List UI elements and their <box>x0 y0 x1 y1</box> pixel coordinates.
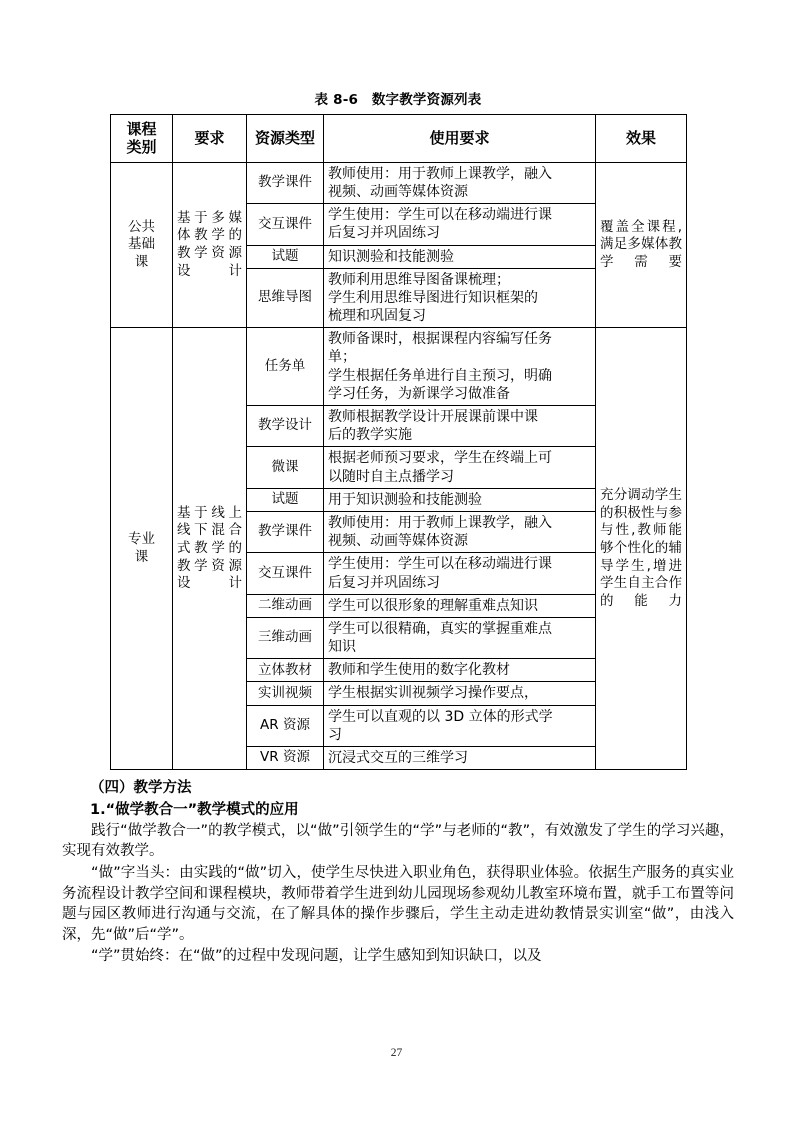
usage-line: 学生使用：学生可以在移动端进行课 <box>328 556 552 573</box>
cell-usage-requirement <box>324 204 596 245</box>
cell-resource-type: 交互课件 <box>247 553 324 594</box>
cell-usage-requirement <box>324 447 596 488</box>
cell-requirement: 基于多媒体教学的教学资源设计 <box>173 162 247 328</box>
cell-course-category <box>111 162 173 328</box>
category-line: 基础 <box>128 236 155 253</box>
cell-usage-requirement <box>324 682 596 705</box>
cell-usage-requirement <box>324 488 596 511</box>
cell-resource-type: AR 资源 <box>247 705 324 746</box>
usage-line: 以随时自主点播学习 <box>328 468 454 485</box>
cell-resource-type: 交互课件 <box>247 204 324 245</box>
usage-line: 教师和学生使用的数字化教材 <box>328 662 510 679</box>
cell-resource-type: VR 资源 <box>247 747 324 770</box>
cell-requirement: 基于线上线下混合式教学的教学资源设计 <box>173 328 247 770</box>
cell-resource-type: 教学课件 <box>247 162 324 203</box>
usage-line: 后复习并巩固练习 <box>328 574 440 591</box>
usage-line: 学生使用：学生可以在移动端进行课 <box>328 207 552 224</box>
page-number: 27 <box>390 1047 403 1059</box>
paragraph-2: “做”字当头：由实践的“做”切入，使学生尽快进入职业角色，获得职业体验。依据生产服务的真实业务流程设计教学空间和课程模块，教师带着学生进到幼儿园现场参观幼儿教室环境布置，就手工布置等问题与园区教师进行沟通与交流，在了解具体的操作步骤后，学生主动走进幼教情景实训室“做”，由浅入深，先“做”后“学”。 <box>62 864 734 943</box>
usage-line: 学生可以很形象的理解重难点知识 <box>328 597 538 614</box>
category-line: 课 <box>134 548 149 565</box>
header-category <box>111 115 173 163</box>
cell-usage-requirement <box>324 747 596 770</box>
cell-resource-type: 实训视频 <box>247 682 324 705</box>
cell-effect: 充分调动学生的积极性与参与性,教师能够个性化的辅导学生,增进学生自主合作的能力 <box>596 328 687 770</box>
cell-usage-requirement <box>324 617 596 658</box>
table-row <box>111 162 687 203</box>
usage-line: 教师备课时，根据课程内容编写任务 <box>328 331 552 348</box>
category-line: 课 <box>134 253 149 270</box>
heading-zuoxuejiao-model: 1.“做学教合一”教学模式的应用 <box>90 801 299 818</box>
cell-usage-requirement <box>324 594 596 617</box>
usage-line: 后复习并巩固练习 <box>328 225 440 242</box>
header-requirement: 要求 <box>173 115 247 163</box>
usage-line: 知识测验和技能测验 <box>328 248 454 265</box>
header-resource-type: 资源类型 <box>247 115 324 163</box>
table-row <box>111 328 687 406</box>
usage-line: 视频、动画等媒体资源 <box>328 533 468 550</box>
page-content <box>62 92 734 967</box>
usage-line: 教师使用：用于教师上课教学，融入 <box>328 165 552 182</box>
cell-resource-type: 二维动画 <box>247 594 324 617</box>
usage-line: 学生可以很精确，真实的掌握重难点 <box>328 620 552 637</box>
cell-usage-requirement <box>324 162 596 203</box>
header-category-line2: 类别 <box>126 138 157 157</box>
cell-usage-requirement <box>324 268 596 328</box>
table-title: 表 8-6 数字教学资源列表 <box>314 92 482 108</box>
cell-effect: 覆盖全课程,满足多媒体教学需要 <box>596 162 687 328</box>
usage-line: 单； <box>328 349 356 366</box>
heading-teaching-method: （四）教学方法 <box>90 780 192 797</box>
usage-line: 教师根据教学设计开展课前课中课 <box>328 409 538 426</box>
cell-resource-type: 任务单 <box>247 328 324 406</box>
usage-line: 学生可以直观的以 3D 立体的形式学 <box>328 708 553 725</box>
paragraph-1: 践行“做学教合一”的教学模式，以“做”引领学生的“学”与老师的“教”，有效激发了学生的学习兴趣，实现有效教学。 <box>62 822 734 860</box>
cell-resource-type: 试题 <box>247 245 324 268</box>
usage-line: 学生根据实训视频学习操作要点， <box>328 685 538 702</box>
cell-resource-type: 立体教材 <box>247 659 324 682</box>
usage-line: 后的教学实施 <box>328 427 412 444</box>
cell-usage-requirement <box>324 553 596 594</box>
usage-line: 知识 <box>328 639 356 656</box>
usage-line: 用于知识测验和技能测验 <box>328 491 482 508</box>
cell-resource-type: 思维导图 <box>247 268 324 328</box>
cell-resource-type: 三维动画 <box>247 617 324 658</box>
cell-usage-requirement <box>324 511 596 552</box>
digital-teaching-resource-table <box>110 114 687 770</box>
cell-usage-requirement <box>324 328 596 406</box>
cell-resource-type: 教学课件 <box>247 511 324 552</box>
usage-line: 教师利用思维导图备课梳理； <box>328 271 510 288</box>
usage-line: 学生根据任务单进行自主预习，明确 <box>328 367 552 384</box>
usage-line: 沉浸式交互的三维学习 <box>328 750 468 767</box>
header-effect: 效果 <box>596 115 687 163</box>
header-usage: 使用要求 <box>324 115 596 163</box>
usage-line: 根据老师预习要求，学生在终端上可 <box>328 450 552 467</box>
usage-line: 学习任务，为新课学习做准备 <box>328 385 510 402</box>
cell-resource-type: 微课 <box>247 447 324 488</box>
cell-usage-requirement <box>324 659 596 682</box>
usage-line: 学生利用思维导图进行知识框架的 <box>328 289 538 306</box>
cell-resource-type: 试题 <box>247 488 324 511</box>
cell-usage-requirement <box>324 245 596 268</box>
category-line: 专业 <box>128 531 155 548</box>
cell-course-category <box>111 328 173 770</box>
usage-line: 教师使用：用于教师上课教学，融入 <box>328 514 552 531</box>
usage-line: 梳理和巩固复习 <box>328 308 426 325</box>
cell-usage-requirement <box>324 705 596 746</box>
paragraph-3: “学”贯始终：在“做”的过程中发现问题，让学生感知到知识缺口，以及 <box>91 948 542 965</box>
table-header-row <box>111 115 687 163</box>
usage-line: 视频、动画等媒体资源 <box>328 183 468 200</box>
header-category-line1: 课程 <box>126 120 157 139</box>
cell-usage-requirement <box>324 406 596 447</box>
cell-resource-type: 教学设计 <box>247 406 324 447</box>
table-body <box>111 162 687 769</box>
usage-line: 习 <box>328 726 342 743</box>
body-section <box>62 778 734 967</box>
category-line: 公共 <box>128 218 155 235</box>
